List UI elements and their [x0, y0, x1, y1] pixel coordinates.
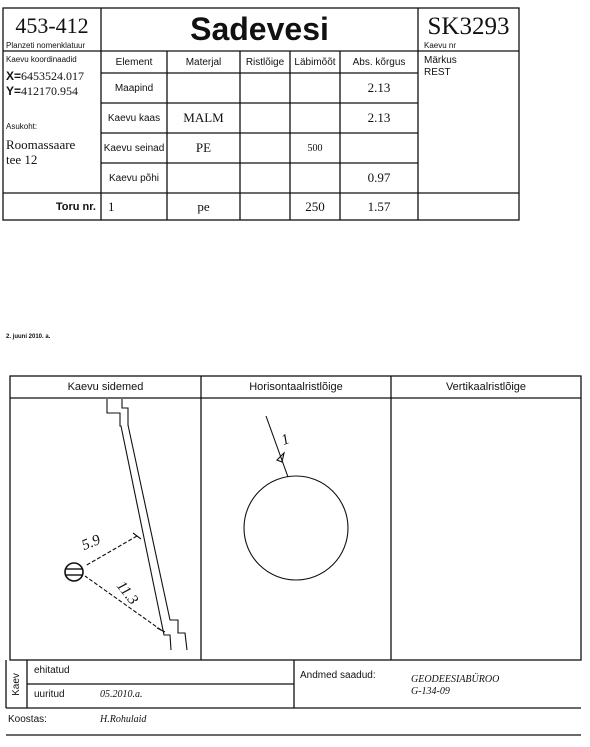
building-wall-inner: [122, 399, 187, 650]
row-element: Kaevu seinad: [103, 142, 165, 154]
y-label: Y=: [6, 84, 22, 98]
col-header-element: Element: [115, 56, 153, 68]
pipe-abs-height: 1.57: [367, 198, 391, 214]
row-element: Kaevu kaas: [107, 112, 161, 124]
pipe-number: 1: [108, 198, 115, 214]
row-abs-height: 2.13: [367, 80, 391, 95]
data-from-line-1: GEODEESIABÜROO: [411, 674, 500, 685]
row-abs-height: 0.97: [367, 170, 391, 185]
remarks-value: REST: [424, 67, 451, 78]
pipe-diameter: 250: [305, 198, 325, 214]
compiled-value: H.Rohulaid: [100, 714, 147, 725]
well-outline-circle: [244, 476, 348, 580]
date-note: 2. juuni 2010. a.: [6, 334, 51, 340]
dimension-label-2: 11.3: [112, 578, 142, 609]
row-material: PE: [195, 140, 212, 155]
col-header-material: Materjal: [185, 56, 222, 68]
location-line-2: tee 12: [6, 152, 38, 167]
col-header-diameter: Läbimõõt: [294, 56, 336, 68]
well-id: SK3293: [427, 13, 510, 40]
building-wall-outer: [107, 399, 171, 650]
row-element: Maapind: [114, 82, 154, 94]
y-value: 412170.954: [21, 84, 79, 98]
location-label: Asukoht:: [6, 122, 38, 131]
row-element: Kaevu põhi: [108, 172, 160, 184]
plan-sheet-number: 453-412: [15, 13, 89, 38]
inspected-label: uuritud: [34, 689, 65, 700]
pipe-mark-label: 1: [279, 431, 292, 449]
row-material: MALM: [183, 110, 224, 125]
col-header-cross-section: Ristlõige: [245, 56, 285, 68]
data-from-line-2: G-134-09: [411, 686, 450, 697]
location-line-1: Roomassaare: [6, 137, 76, 152]
kaev-label: Kaev: [11, 672, 23, 696]
built-label: ehitatud: [34, 665, 70, 676]
pipe-label: Toru nr.: [55, 200, 96, 213]
kaev-label-cell: [6, 660, 27, 708]
measure-tick-2: [157, 628, 165, 632]
panel-title-connections: Kaevu sidemed: [67, 381, 144, 393]
col-header-abs-height: Abs. kõrgus: [352, 56, 406, 68]
panel-title-horizontal-section: Horisontaalristlõige: [249, 381, 343, 393]
page-title: Sadevesi: [190, 10, 329, 47]
x-value: 6453524.017: [21, 69, 85, 83]
row-abs-height: 2.13: [367, 110, 391, 125]
pipe-material: pe: [197, 198, 210, 214]
x-label: X=: [6, 69, 22, 83]
well-symbol-icon: [65, 563, 83, 581]
inspected-value: 05.2010.a.: [100, 689, 143, 700]
row-diameter: 500: [307, 142, 323, 154]
data-from-label: Andmed saadud:: [300, 670, 376, 681]
remarks-label: Märkus: [424, 55, 457, 66]
dimension-label-1: 5.9: [79, 532, 103, 554]
plan-sheet-label: Planzeti nomenklatuur: [6, 41, 86, 50]
well-id-label: Kaevu nr: [424, 41, 457, 50]
coords-label: Kaevu koordinaadid: [6, 55, 77, 64]
panel-title-vertical-section: Vertikaalristlõige: [445, 381, 527, 393]
compiled-label: Koostas:: [8, 714, 47, 725]
